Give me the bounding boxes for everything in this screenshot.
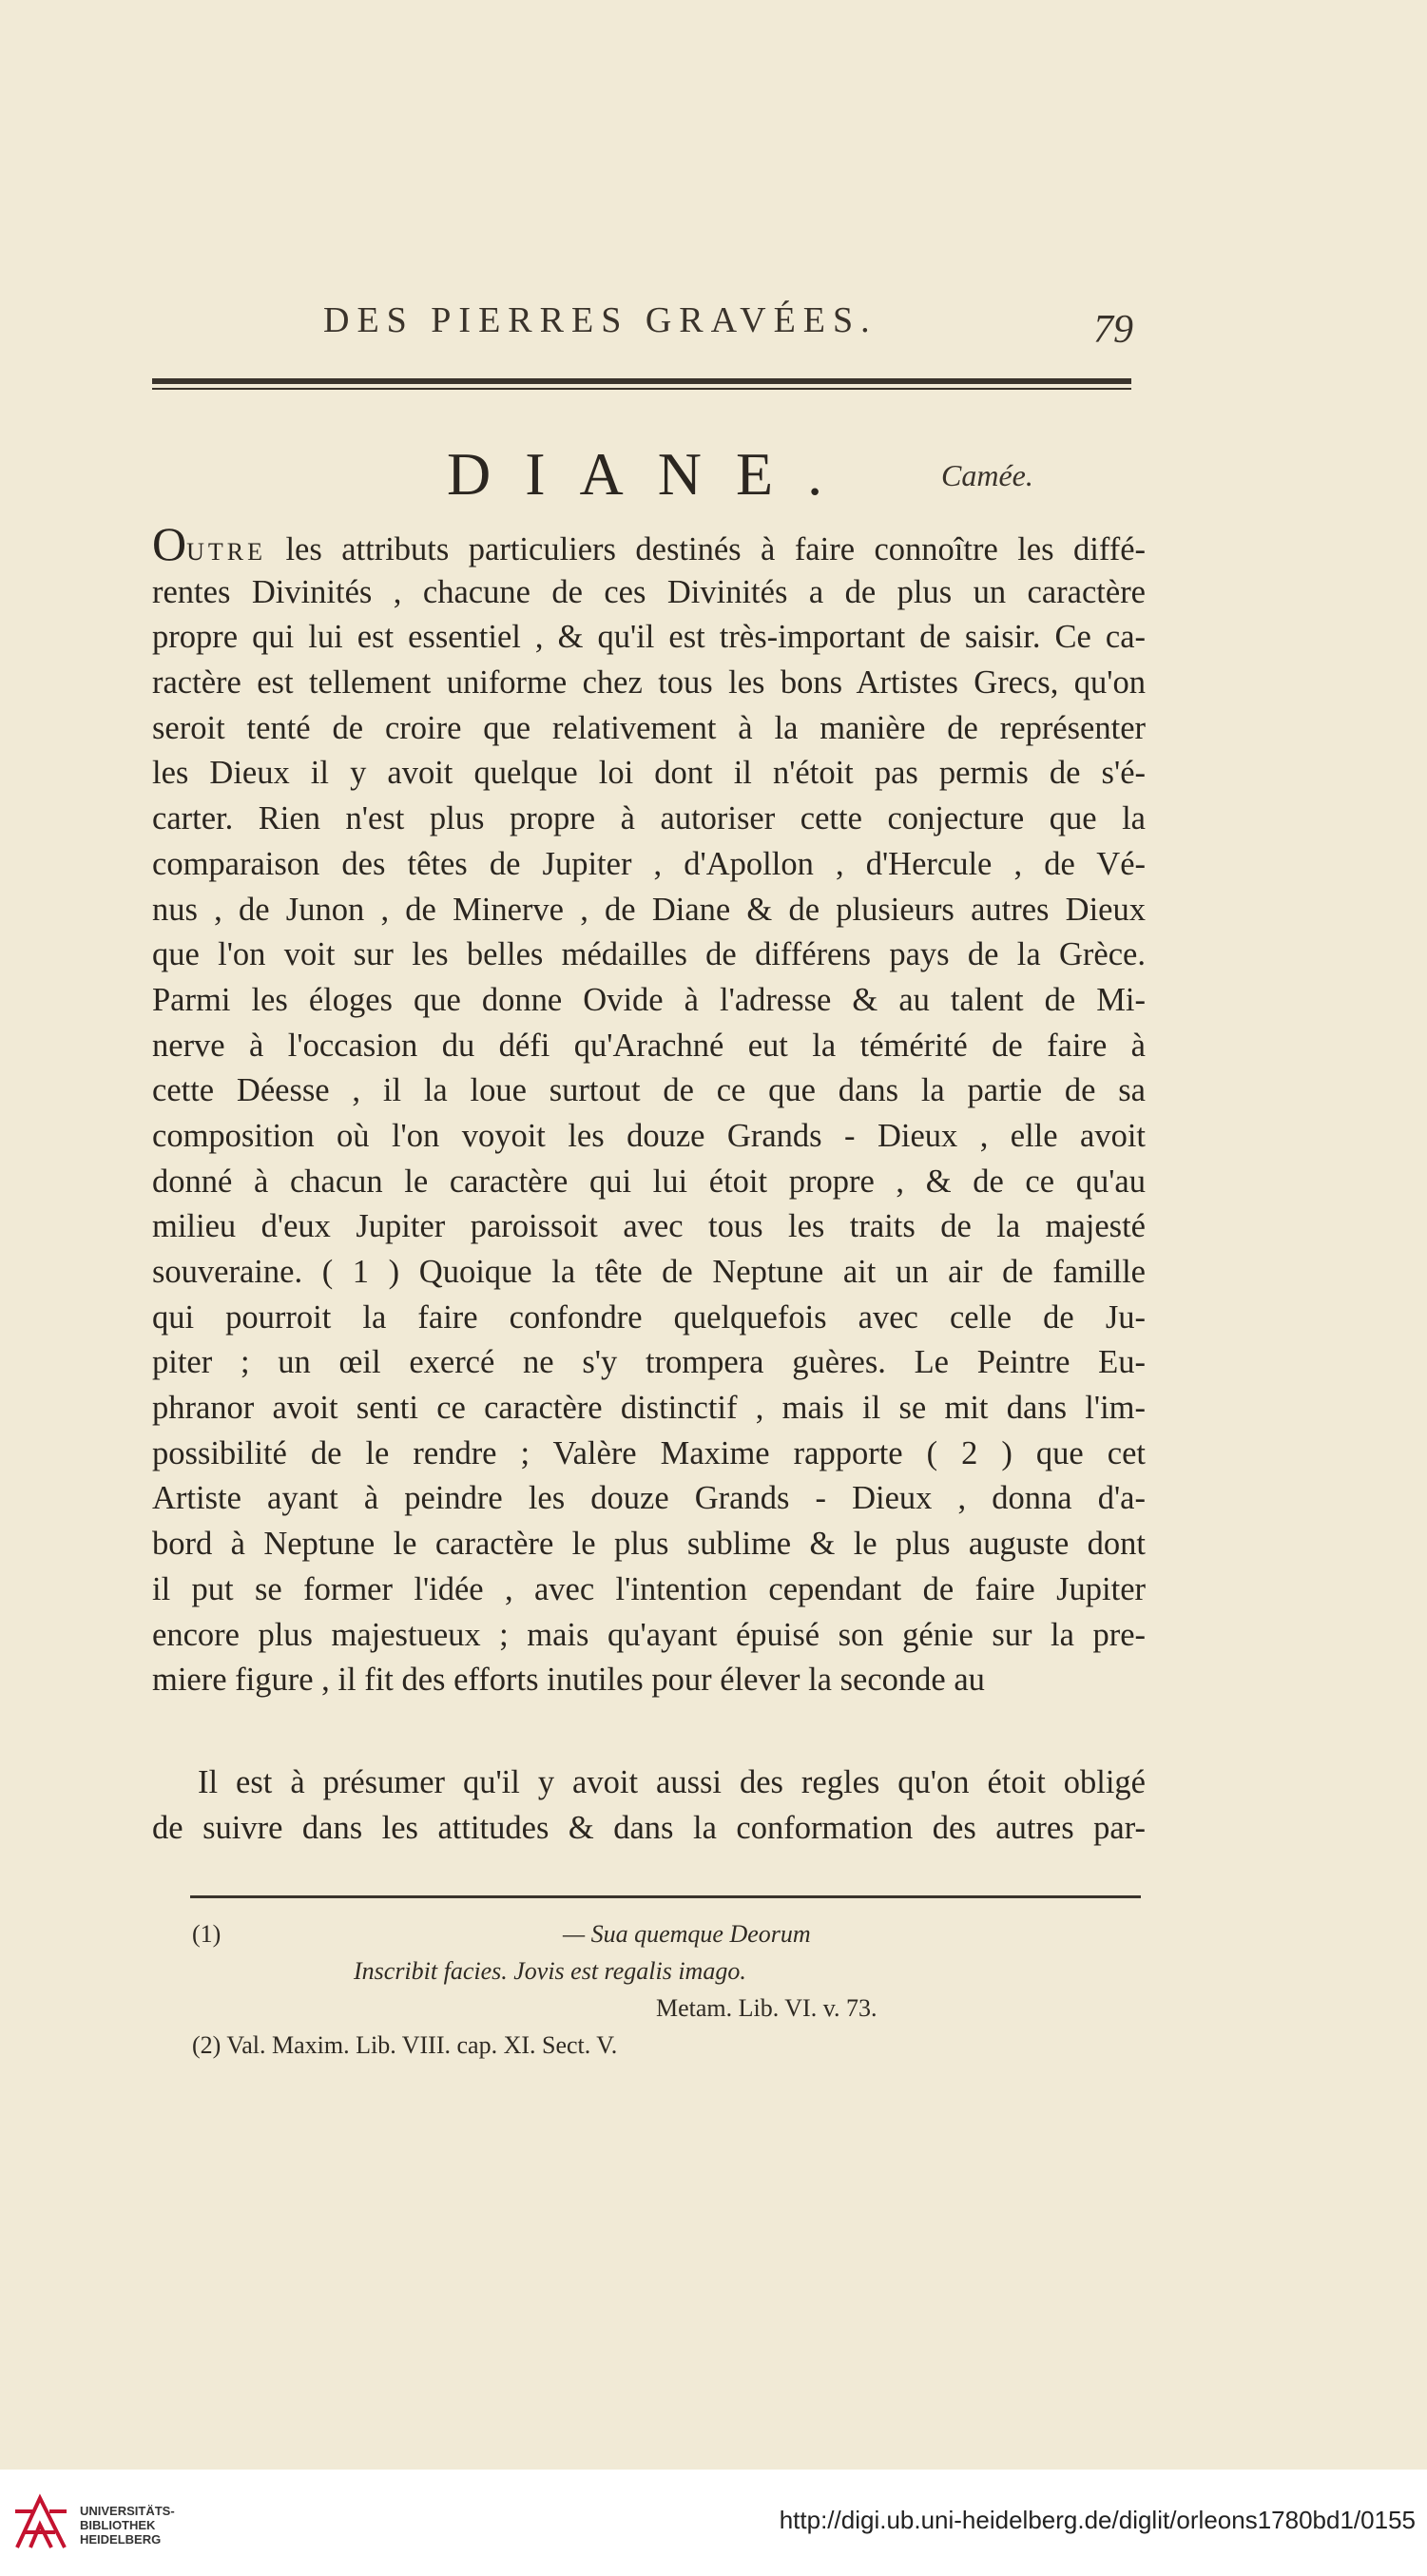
- section-subtitle: Camée.: [941, 458, 1033, 492]
- text-line: piter ; un œil exercé ne s'y trompera guères. Le Peintre Eu-: [152, 1344, 1146, 1381]
- text-line: rentes Divinités , chacune de ces Divinités a de plus un caractère: [152, 573, 1146, 610]
- footnote-1-quote-line-1: — Sua quemque Deorum: [563, 1920, 811, 1948]
- text-line: souveraine. ( 1 ) Quoique la tête de Neptune ait un air de famille: [152, 1254, 1146, 1290]
- header-rule-thin: [152, 388, 1131, 390]
- text-line: les Dieux il y avoit quelque loi dont il n'étoit pas permis de s'é-: [152, 755, 1146, 792]
- library-name-line: UNIVERSITÄTS-: [80, 2504, 175, 2518]
- footnote-2: (2) Val. Maxim. Lib. VIII. cap. XI. Sect. V.: [192, 2031, 618, 2059]
- library-name-line: HEIDELBERG: [80, 2532, 162, 2547]
- header-rule: [152, 378, 1131, 392]
- first-line-text: les attributs particuliers destinés à faire connoître les diffé-: [266, 531, 1146, 567]
- paragraph-1-first-line: [152, 517, 1146, 570]
- page-url-link[interactable]: http://digi.ub.uni-heidelberg.de/diglit/orleons1780bd1/0155: [779, 2506, 1416, 2534]
- text-line: bord à Neptune le caractère le plus sublime & le plus auguste dont: [152, 1526, 1146, 1563]
- text-line: propre qui lui est essentiel , & qu'il est très-important de saisir. Ce ca-: [152, 619, 1146, 656]
- text-line: que l'on voit sur les belles médailles de différens pays de la Grèce.: [152, 936, 1146, 973]
- page-number: 79: [1093, 308, 1133, 352]
- text-line: il put se former l'idée , avec l'intention cependant de faire Jupiter: [152, 1570, 1146, 1607]
- text-line: encore plus majestueux ; mais qu'ayant épuisé son génie sur la pre-: [152, 1616, 1146, 1653]
- text-line: seroit tenté de croire que relativement à la manière de représenter: [152, 709, 1146, 746]
- text-line: Parmi les éloges que donne Ovide à l'adresse & au talent de Mi-: [152, 981, 1146, 1018]
- section-heading: [0, 439, 1427, 506]
- section-title: DIANE.: [447, 440, 858, 508]
- text-line: carter. Rien n'est plus propre à autoriser cette conjecture que la: [152, 800, 1146, 837]
- running-head: [0, 299, 1427, 352]
- footnote-1-marker: (1): [192, 1920, 222, 1948]
- text-line: miere figure , il fit des efforts inutiles pour élever la seconde au: [152, 1662, 985, 1699]
- paragraph-1: [152, 517, 1146, 1703]
- library-name: [80, 2504, 175, 2547]
- heidelberg-library-logo-icon[interactable]: [11, 2490, 70, 2555]
- text-line: cette Déesse , il la loue surtout de ce que dans la partie de sa: [152, 1072, 1146, 1109]
- text-line: nus , de Junon , de Minerve , de Diane & de plusieurs autres Dieux: [152, 891, 1146, 928]
- footnote-1-reference: Metam. Lib. VI. v. 73.: [656, 1994, 877, 2022]
- text-line: phranor avoit senti ce caractère distinctif , mais il se mit dans l'im-: [152, 1390, 1146, 1427]
- header-rule-thick: [152, 378, 1131, 384]
- text-line: composition où l'on voyoit les douze Grands - Dieux , elle avoit: [152, 1117, 1146, 1154]
- text-line: Il est à présumer qu'il y avoit aussi des regles qu'on étoit obligé: [198, 1764, 1146, 1800]
- viewer-footer: [0, 2470, 1427, 2576]
- text-line: milieu d'eux Jupiter paroissoit avec tous les traits de la majesté: [152, 1208, 1146, 1245]
- text-line: nerve à l'occasion du défi qu'Arachné eut la témérité de faire à: [152, 1027, 1146, 1064]
- text-line: qui pourroit la faire confondre quelquefois avec celle de Ju-: [152, 1298, 1146, 1336]
- footnote-1-quote-line-2: Inscribit facies. Jovis est regalis imago.: [354, 1957, 746, 1985]
- text-line: comparaison des têtes de Jupiter , d'Apollon , d'Hercule , de Vé-: [152, 845, 1146, 882]
- text-line: donné à chacun le caractère qui lui étoit propre , & de ce qu'au: [152, 1163, 1146, 1200]
- text-line: ractère est tellement uniforme chez tous les bons Artistes Grecs, qu'on: [152, 664, 1146, 702]
- running-title: DES PIERRES GRAVÉES.: [323, 300, 877, 340]
- library-name-line: BIBLIOTHEK: [80, 2518, 156, 2532]
- small-caps-word: UTRE: [186, 538, 266, 566]
- text-line: Artiste ayant à peindre les douze Grands - Dieux , donna d'a-: [152, 1480, 1146, 1517]
- text-line: de suivre dans les attitudes & dans la conformation des autres par-: [152, 1809, 1146, 1846]
- text-line: possibilité de le rendre ; Valère Maxime rapporte ( 2 ) que cet: [152, 1434, 1146, 1471]
- footnote-rule: [190, 1895, 1141, 1898]
- paragraph-2: [152, 1760, 1146, 1851]
- drop-cap: O: [152, 517, 187, 570]
